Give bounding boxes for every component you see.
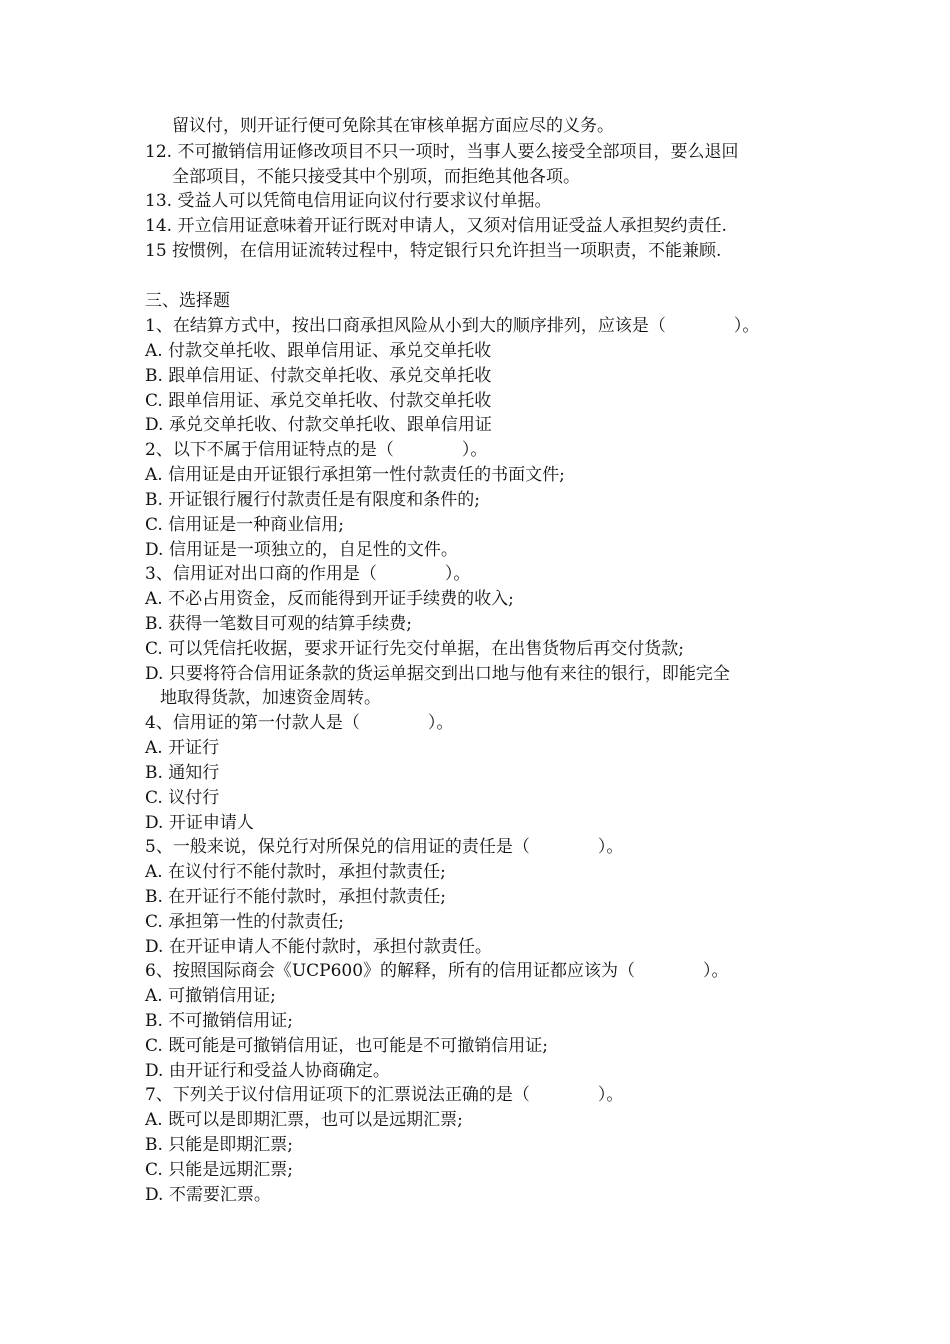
question-option: A. 可撤销信用证; xyxy=(145,986,276,1006)
tf-item-13 xyxy=(145,189,551,213)
question-stem: 2、以下不属于信用证特点的是（ ）。 xyxy=(145,440,488,460)
question-option: C. 既可能是可撤销信用证，也可能是不可撤销信用证; xyxy=(145,1036,548,1056)
question-option: D. 只要将符合信用证条款的货运单据交到出口地与他有来往的银行，即能完全 xyxy=(145,664,730,684)
tf-item-number: 14. xyxy=(145,216,173,236)
question-option: D. 承兑交单托收、付款交单托收、跟单信用证 xyxy=(145,415,492,435)
question-stem: 5、一般来说，保兑行对所保兑的信用证的责任是（ ）。 xyxy=(145,837,624,857)
tf-item-text: 按惯例，在信用证流转过程中，特定银行只允许担当一项职责，不能兼顾. xyxy=(172,241,722,261)
question-option: C. 信用证是一种商业信用; xyxy=(145,515,344,535)
tf-item-text: 不可撤销信用证修改项目不只一项时，当事人要么接受全部项目，要么退回 xyxy=(177,142,739,162)
question-option: D. 不需要汇票。 xyxy=(145,1185,271,1205)
question-option: C. 可以凭信托收据，要求开证行先交付单据，在出售货物后再交付货款; xyxy=(145,639,684,659)
tf-item-12-line1 xyxy=(145,140,738,164)
question-option: B. 跟单信用证、付款交单托收、承兑交单托收 xyxy=(145,366,492,386)
tf-item-number: 15 xyxy=(145,241,167,261)
question-option: B. 通知行 xyxy=(145,763,220,783)
question-option: B. 只能是即期汇票; xyxy=(145,1135,294,1155)
tf-item-text: 开立信用证意味着开证行既对申请人，又须对信用证受益人承担契约责任. xyxy=(177,216,727,236)
question-option: A. 信用证是由开证银行承担第一性付款责任的书面文件; xyxy=(145,465,565,485)
question-stem: 3、信用证对出口商的作用是（ ）。 xyxy=(145,564,471,584)
question-option: D. 由开证行和受益人协商确定。 xyxy=(145,1061,390,1081)
question-stem: 7、下列关于议付信用证项下的汇票说法正确的是（ ）。 xyxy=(145,1085,624,1105)
continuation-line: 留议付，则开证行便可免除其在审核单据方面应尽的义务。 xyxy=(172,116,614,136)
question-stem: 4、信用证的第一付款人是（ ）。 xyxy=(145,713,454,733)
tf-item-text: 受益人可以凭简电信用证向议付行要求议付单据。 xyxy=(177,191,552,211)
question-option-continuation: 地取得货款，加速资金周转。 xyxy=(160,688,381,708)
question-stem: 1、在结算方式中，按出口商承担风险从小到大的顺序排列，应该是（ ）。 xyxy=(145,316,760,336)
question-option: B. 在开证行不能付款时，承担付款责任; xyxy=(145,887,447,907)
question-option: D. 开证申请人 xyxy=(145,813,254,833)
question-option: B. 开证银行履行付款责任是有限度和条件的; xyxy=(145,490,481,510)
question-option: C. 跟单信用证、承兑交单托收、付款交单托收 xyxy=(145,391,492,411)
section-title: 三、选择题 xyxy=(145,291,230,311)
question-option: C. 承担第一性的付款责任; xyxy=(145,912,344,932)
question-option: B. 不可撤销信用证; xyxy=(145,1011,294,1031)
question-option: B. 获得一笔数目可观的结算手续费; xyxy=(145,614,413,634)
question-option: C. 只能是远期汇票; xyxy=(145,1160,293,1180)
tf-item-number: 13. xyxy=(145,191,173,211)
tf-item-number: 12. xyxy=(145,142,173,162)
question-option: A. 既可以是即期汇票，也可以是远期汇票; xyxy=(145,1110,463,1130)
tf-item-12-line2: 全部项目，不能只接受其中个别项，而拒绝其他各项。 xyxy=(172,167,580,187)
question-option: D. 在开证申请人不能付款时，承担付款责任。 xyxy=(145,937,492,957)
question-option: A. 不必占用资金，反而能得到开证手续费的收入; xyxy=(145,589,514,609)
question-option: A. 开证行 xyxy=(145,738,220,758)
question-stem: 6、按照国际商会《UCP600》的解释，所有的信用证都应该为（ ）。 xyxy=(145,961,729,981)
tf-item-15 xyxy=(145,239,721,263)
question-option: A. 付款交单托收、跟单信用证、承兑交单托收 xyxy=(145,341,492,361)
question-option: D. 信用证是一项独立的，自足性的文件。 xyxy=(145,540,458,560)
tf-item-14 xyxy=(145,214,727,238)
question-option: A. 在议付行不能付款时，承担付款责任; xyxy=(145,862,446,882)
question-option: C. 议付行 xyxy=(145,788,220,808)
